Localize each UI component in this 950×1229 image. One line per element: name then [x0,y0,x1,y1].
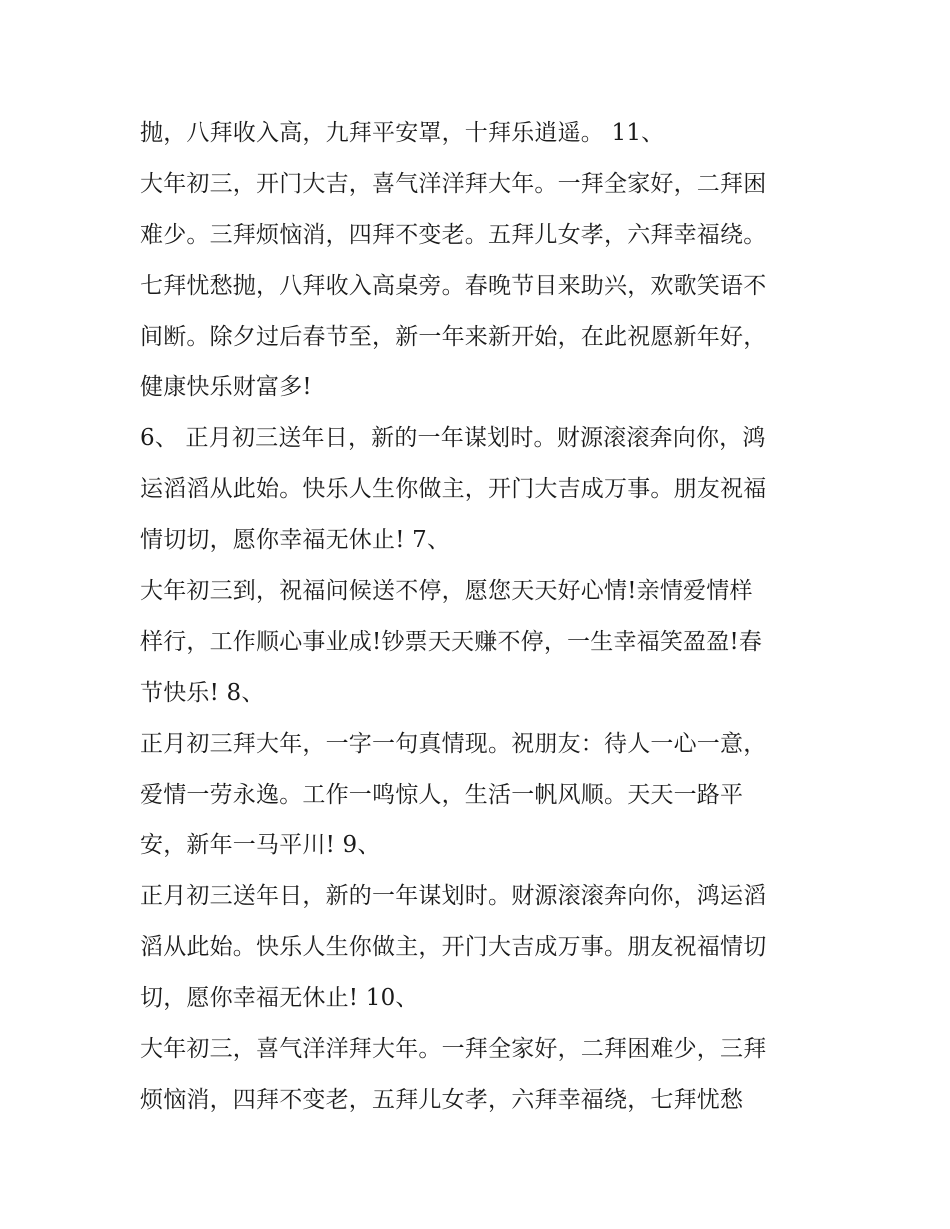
text-line-2: 大年初三，开门大吉，喜气洋洋拜大年。一拜全家好，二拜困 [140,170,767,197]
text-line-1: 抛，八拜收入高，九拜平安罩，十拜乐逍遥。 11、 [140,120,665,146]
text-line-13: 正月初三拜大年，一字一句真情现。祝朋友：待人一心一意， [140,730,767,757]
text-line-20: 烦恼消，四拜不变老，五拜儿女孝，六拜幸福绕，七拜忧愁 [140,1086,744,1113]
text-line-18: 切，愿你幸福无休止! 10、 [140,985,419,1012]
text-line-16: 正月初三送年日，新的一年谋划时。财源滚滚奔向你，鸿运滔 [140,883,767,910]
text-line-10: 大年初三到，祝福问候送不停，愿您天天好心情!亲情爱情样 [140,578,753,605]
text-line-4: 七拜忧愁抛，八拜收入高桌旁。春晚节目来助兴，欢歌笑语不 [140,272,767,299]
text-line-6: 健康快乐财富多! [140,374,312,401]
text-line-17: 滔从此始。快乐人生你做主，开门大吉成万事。朋友祝福情切 [140,934,767,961]
text-line-15: 安，新年一马平川! 9、 [140,832,381,859]
document-body [140,108,830,1126]
text-line-9: 情切切，愿你幸福无休止! 7、 [140,527,451,554]
text-line-5: 间断。除夕过后春节至，新一年来新开始，在此祝愿新年好， [140,323,767,350]
text-line-11: 样行，工作顺心事业成!钞票天天赚不停，一生幸福笑盈盈!春 [140,628,763,655]
text-line-19: 大年初三，喜气洋洋拜大年。一拜全家好，二拜困难少，三拜 [140,1036,767,1063]
text-line-7: 6、 正月初三送年日，新的一年谋划时。财源滚滚奔向你，鸿 [140,425,766,452]
text-line-14: 爱情一劳永逸。工作一鸣惊人，生活一帆风顺。天天一路平 [140,781,744,808]
text-line-12: 节快乐! 8、 [140,679,265,706]
text-line-3: 难少。三拜烦恼消，四拜不变老。五拜儿女孝，六拜幸福绕。 [140,221,767,248]
text-line-8: 运滔滔从此始。快乐人生你做主，开门大吉成万事。朋友祝福 [140,476,767,503]
